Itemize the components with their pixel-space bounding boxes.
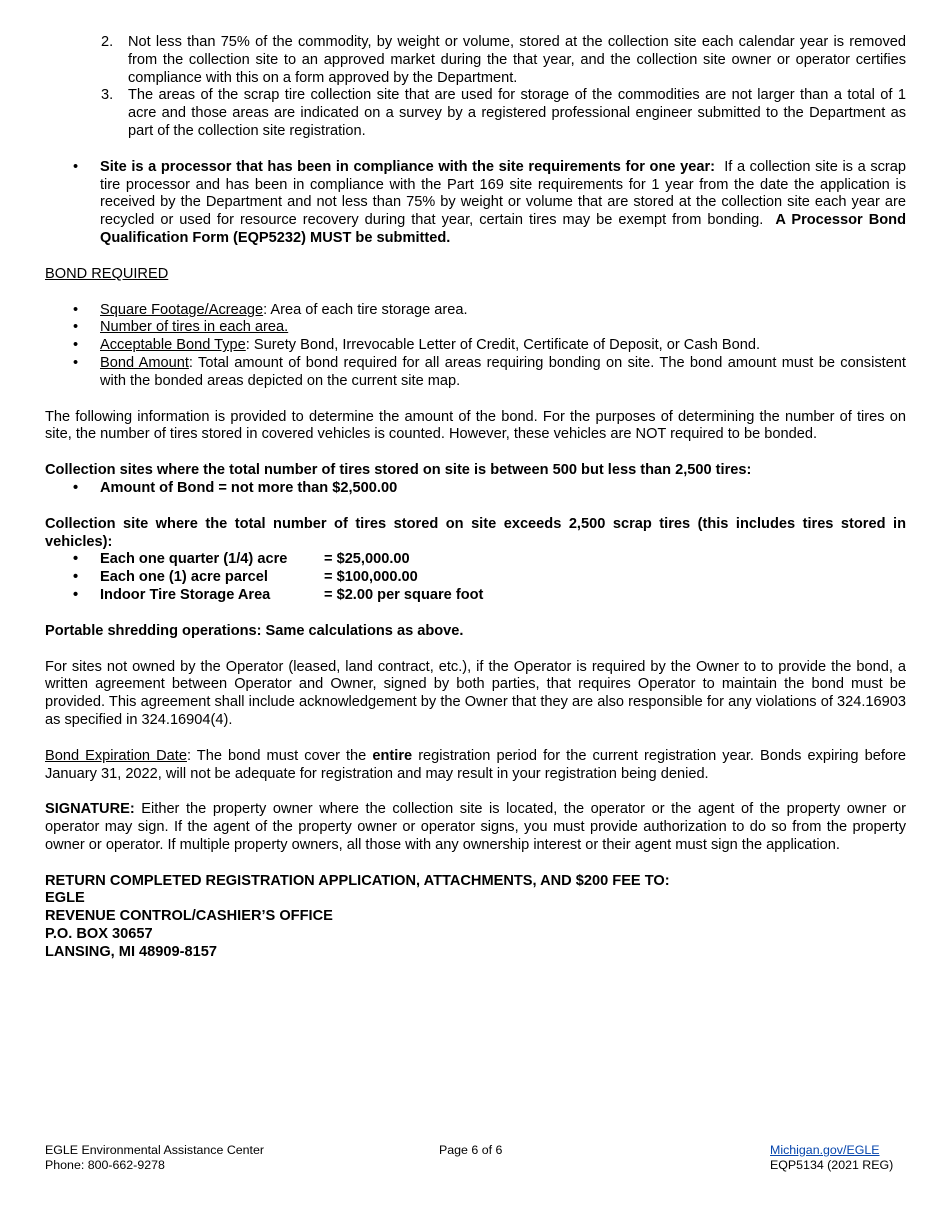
list-item: • Each one quarter (1/4) acre = $25,000.00 (73, 551, 410, 568)
list-item: • Acceptable Bond Type: Surety Bond, Irrevocable Letter of Credit, Certificate of Deposit, or Cash Bond. (73, 337, 761, 354)
page-number: Page 6 of 6 (439, 1143, 503, 1157)
list-item: • Amount of Bond = not more than $2,500.00 (73, 479, 398, 496)
large-sites-list (45, 551, 906, 604)
document-body (45, 34, 906, 962)
bond-required-heading: BOND REQUIRED (45, 265, 169, 282)
operator-paragraph: For sites not owned by the Operator (leased, land contract, etc.), if the Operator is required by the Owner to to provide the bond, a written agreement between Operator and Owner, signed by both parties, that requires Operator to maintain the bond must be provided. This agreement shall include acknowledgement by the Owner that they are also responsible for any violations of 324.16903 as specified in 324.16904(4). (45, 658, 906, 728)
bond-required-list (45, 302, 906, 391)
portable-note: Portable shredding operations: Same calculations as above. (45, 622, 464, 639)
list-item: • Number of tires in each area. (73, 319, 289, 336)
list-item: 3. The areas of the scrap tire collection site that are used for storage of the commodities are not larger than a total of 1 acre and those areas are indicated on a survey by a registered professional engineer submitted to the Department as part of the collection site registration. (101, 87, 906, 139)
small-sites-list (45, 480, 906, 498)
processor-heading: Site is a processor that has been in compliance with the site requirements for one year: (100, 158, 715, 175)
large-sites-heading: Collection site where the total number of tires stored on site exceeds 2,500 scrap tires (this includes tires stored in vehicles): (45, 515, 906, 550)
list-item: • Site is a processor that has been in compliance with the site requirements for one year: If a collection site is a scrap tire processor and has been in compliance with the Part 169 site requirements for 1 year from the date the application is received by the Department and not less than 75% by weight or volume that are stored at the collection site each year are recycled or used for resource recovery during that year, certain tires may be exempt from bonding. A Processor Bond Qualification Form (EQP5232) MUST be submitted. (73, 158, 907, 246)
criteria-list (45, 34, 906, 141)
footer-right (770, 1143, 893, 1173)
signature-paragraph: SIGNATURE: Either the property owner where the collection site is located, the operator or the agent of the property owner or operator may sign. If the agent of the property owner or operator signs, you must provide authorization to do so from the property owner or operator. If multiple property owners, all those with any ownership interest or their agent must sign the application. (45, 801, 906, 853)
footer-contact: EGLE Environmental Assistance Center Phone: 800-662-9278 (45, 1143, 265, 1172)
small-sites-heading: Collection sites where the total number of tires stored on site is between 500 but less than 2,500 tires: (45, 462, 752, 479)
processor-form-note: A Processor Bond Qualification Form (EQP5232) MUST be submitted. (100, 212, 906, 246)
list-item: 2. Not less than 75% of the commodity, by weight or volume, stored at the collection site each calendar year is removed from the collection site to an approved market during the that year, and the collection site owner or operator certifies compliance with this on a form approved by the Department. (101, 34, 906, 86)
expiration-paragraph: Bond Expiration Date: The bond must cover the entire registration period for the current registration year. Bonds expiring before January 31, 2022, will not be adequate for registration and may result in your registration being denied. (45, 747, 906, 782)
return-address: RETURN COMPLETED REGISTRATION APPLICATION, ATTACHMENTS, AND $200 FEE TO: EGLE REVENUE CONTROL/CASHIER’S OFFICE P.O. BOX 30657 LANSING, MI 48909-8157 (45, 872, 670, 960)
list-item: • Bond Amount: Total amount of bond required for all areas requiring bonding on site. The bond amount must be consistent with the bonded areas depicted on the current site map. (73, 354, 906, 389)
form-id: EQP5134 (2021 REG) (770, 1158, 894, 1172)
list-item: • Square Footage/Acreage: Area of each tire storage area. (73, 301, 468, 318)
list-item: • Indoor Tire Storage Area = $2.00 per square foot (73, 586, 484, 603)
egle-website-link[interactable]: Michigan.gov/EGLE (770, 1143, 880, 1157)
info-paragraph: The following information is provided to determine the amount of the bond. For the purposes of determining the number of tires on site, the number of tires stored in covered vehicles is counted. However, these vehicles are NOT required to be bonded. (45, 408, 906, 443)
list-item: • Each one (1) acre parcel = $100,000.00 (73, 569, 418, 586)
processor-section (45, 159, 906, 248)
